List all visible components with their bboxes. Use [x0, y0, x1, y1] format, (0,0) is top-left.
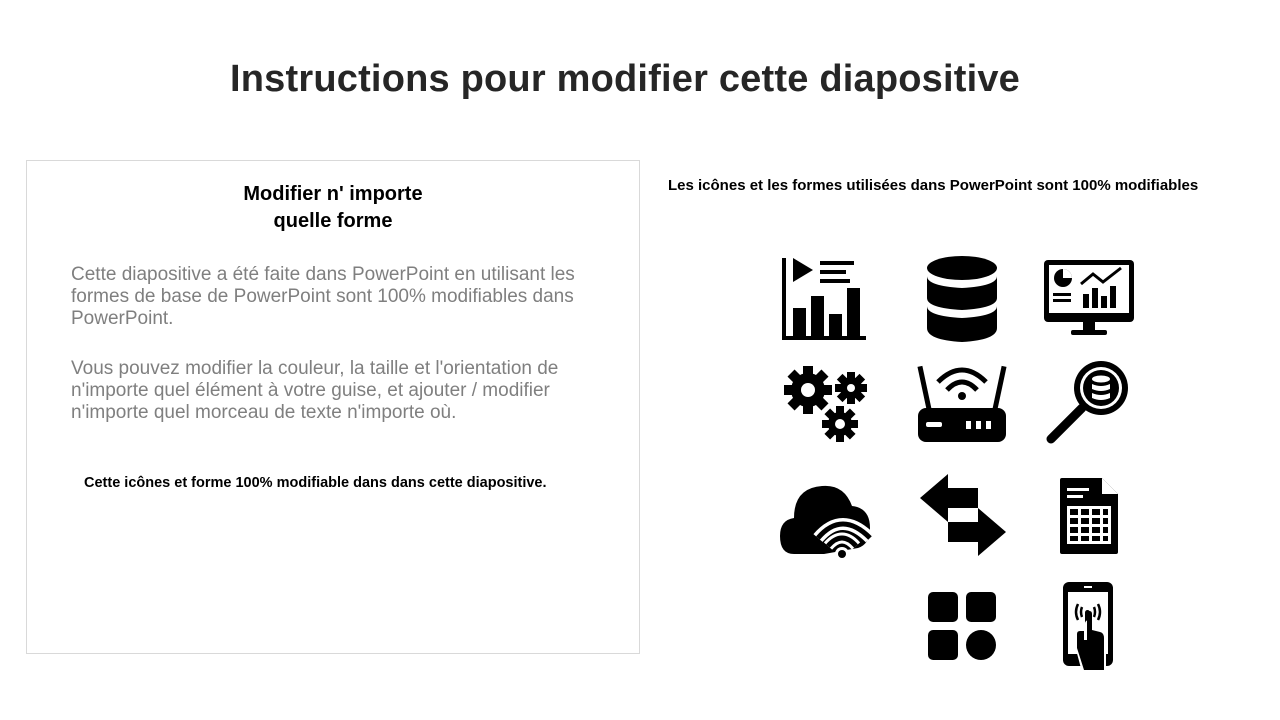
panel-heading-line2: quelle forme: [273, 210, 393, 232]
icons-caption: Les icônes et les formes utilisées dans PowerPoint sont 100% modifiables: [668, 177, 1199, 194]
panel-note: Cette icônes et forme 100% modifiable dans dans cette diapositive.: [84, 475, 547, 491]
apps-grid-icon: [926, 590, 998, 662]
spreadsheet-document-icon: [1058, 476, 1120, 556]
cloud-wifi-icon: [778, 472, 872, 560]
panel-heading-line1: Modifier n' importe: [243, 183, 423, 205]
instruction-paragraph-2: Vous pouvez modifier la couleur, la taille et l'orientation de n'importe quel élément à votre guise, et ajouter / modifier n'importe quel morceau de texte n'importe où.: [71, 358, 559, 423]
bar-chart-play-icon: [780, 254, 868, 342]
exchange-arrows-icon: [918, 472, 1008, 558]
wifi-router-icon: [916, 360, 1008, 446]
instruction-paragraph-1: Cette diapositive a été faite dans PowerPoint en utilisant les formes de base de PowerPoint sont 100% modifiables dans PowerPoint.: [71, 264, 575, 329]
instructions-panel: [26, 160, 640, 654]
panel-heading: [177, 181, 489, 235]
monitor-dashboard-icon: [1043, 258, 1135, 338]
database-icon: [924, 254, 1000, 344]
database-search-icon: [1045, 358, 1133, 446]
gears-icon: [780, 360, 870, 444]
slide-title: Instructions pour modifier cette diapositive: [229, 58, 1021, 100]
smartphone-touch-icon: [1060, 580, 1118, 672]
